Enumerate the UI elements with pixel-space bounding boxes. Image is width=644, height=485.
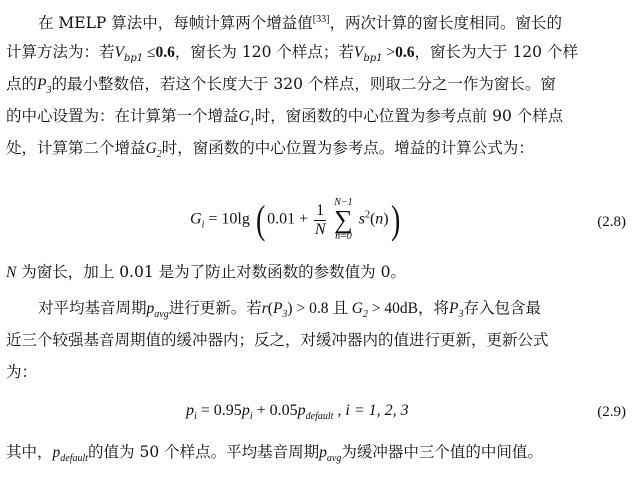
text-span: 近三个较强基音周期值的缓冲器内；反之，对缓冲器内的值进行更新，更新公式 [6, 331, 549, 349]
math-op: = 10lg [204, 210, 250, 228]
equation-2-9 [0, 398, 644, 430]
text-line [6, 68, 634, 100]
text-line [6, 36, 634, 68]
text-line: 对平均基音周期$p_{avg}$进行更新。若$r(P_3) > 0.8$ 且 $G_2 > 40dB$，将$P_3$存入包含最 [38, 299, 542, 320]
math-sub: 2 [362, 309, 368, 320]
math-sub: 1 [249, 117, 255, 128]
text-span: 计算方法为：若 [6, 43, 115, 61]
text-line [6, 256, 634, 288]
citation-ref: [33] [312, 14, 330, 25]
text-span: ，窗长为 120 个样点；若 [174, 43, 354, 61]
math-cond: > 40dB [367, 300, 419, 317]
fraction-numerator: 1 [316, 201, 325, 219]
paragraph-n-note [6, 256, 634, 288]
math-var: P [449, 300, 459, 317]
math-sub: i [201, 219, 205, 231]
sum-lower: n=0 [335, 231, 352, 242]
left-paren: ( [255, 197, 266, 242]
math-var: p [146, 300, 155, 317]
text-line [6, 132, 634, 164]
math-sub: avg [326, 453, 342, 464]
math-sub: default [60, 453, 89, 464]
math-var: n [375, 210, 384, 228]
math-var: p [241, 402, 250, 419]
text-line [6, 324, 634, 356]
math-var: N [6, 264, 17, 281]
math-var: G [351, 300, 363, 317]
math-num: 0.6 [155, 44, 175, 61]
text-span: 其中， [6, 443, 53, 461]
math-var: V [114, 44, 124, 61]
pitch-formula [186, 402, 409, 422]
text-span: 时，窗函数的中心位置为参考点。增益的计算公式为： [161, 139, 534, 157]
math-var: G [145, 140, 157, 157]
math-var: G [190, 210, 202, 228]
paragraph-window-length [6, 4, 634, 164]
math-sub: 3 [46, 85, 52, 96]
math-sub: 2 [156, 149, 162, 160]
summation [334, 198, 353, 242]
gain-formula: $G_i = 10\lg$ ( 0.01 + $\frac{1}{N}$ N−1 ∑ n=0 $s^2(n)$) [190, 197, 400, 242]
math-sup: 2 [364, 209, 370, 221]
math-cond: > 0.8 且 [292, 300, 352, 317]
text-span: 点的 [6, 75, 38, 93]
math-num: 0.6 [395, 44, 415, 61]
text-span: 时，窗函数的中心位置为参考点前 90 个样点 [254, 107, 564, 125]
text-span: ，将 [418, 299, 450, 317]
math-sub: avg [154, 309, 169, 320]
fraction-denominator: N [314, 220, 326, 238]
sum-upper: N−1 [334, 197, 353, 208]
text-span: 的值为 50 个样点。平均基音周期 [88, 443, 320, 461]
equation-number: (2.8) [597, 214, 626, 230]
math-var: p [297, 402, 306, 419]
math-var: V [353, 44, 364, 61]
fraction [314, 202, 326, 239]
text-span: 进行更新。若 [168, 299, 262, 317]
equation-number: (2.9) [597, 404, 626, 420]
paragraph-pitch-update [6, 292, 634, 388]
math-sub: default [305, 411, 334, 422]
math-sub: bp1 [123, 53, 144, 64]
math-var: r [261, 300, 268, 317]
equation-2-8 [0, 196, 644, 254]
math-sub: i [249, 411, 253, 422]
math-sub: 3 [458, 309, 464, 320]
math-var: p [319, 444, 327, 461]
math-var: p [52, 444, 61, 461]
text-span: ，窗长为大于 120 个样 [414, 43, 578, 61]
math-expr: + 0.05 [252, 402, 298, 419]
math-expr: 0.01 + [267, 210, 309, 228]
math-var: P [272, 300, 283, 317]
text-span: 为缓冲器中三个值的中间值。 [341, 443, 543, 461]
math-var: p [186, 402, 194, 419]
math-sub: 3 [282, 309, 288, 320]
math-expr: = 0.95 [196, 402, 242, 419]
text-line [6, 356, 634, 388]
math-op: > [386, 44, 396, 61]
text-span: 的中心设置为：在计算第一个增益 [6, 107, 239, 125]
right-paren: ) [390, 197, 400, 242]
text-span: 处，计算第二个增益 [6, 139, 146, 157]
text-span: 存入包含最 [463, 299, 542, 317]
math-var: G [238, 108, 250, 125]
math-var: P [37, 76, 47, 93]
math-sub: i [194, 411, 197, 422]
text-span: 为窗长，加上 0.01 是为了防止对数函数的参数值为 0。 [16, 263, 406, 281]
math-op: ≤ [147, 44, 156, 61]
math-var: s [358, 210, 365, 228]
text-span: 为： [6, 363, 38, 381]
text-span: ，两次计算的窗长度相同。窗长的 [329, 14, 562, 32]
math-expr: , i = 1, 2, 3 [333, 402, 409, 419]
sum-symbol: ∑ [334, 205, 353, 234]
text-line [6, 436, 634, 468]
math-sub: bp1 [363, 53, 383, 64]
text-span: 的最小整数倍，若这个长度大于 320 个样点，则取二分之一作为窗长。窗 [51, 75, 556, 93]
text-line [6, 4, 634, 36]
text-span: 对平均基音周期 [38, 299, 147, 317]
paragraph-default-note [6, 436, 634, 468]
text-line [6, 100, 634, 132]
text-span: 在 MELP 算法中，每帧计算两个增益值 [38, 14, 313, 32]
